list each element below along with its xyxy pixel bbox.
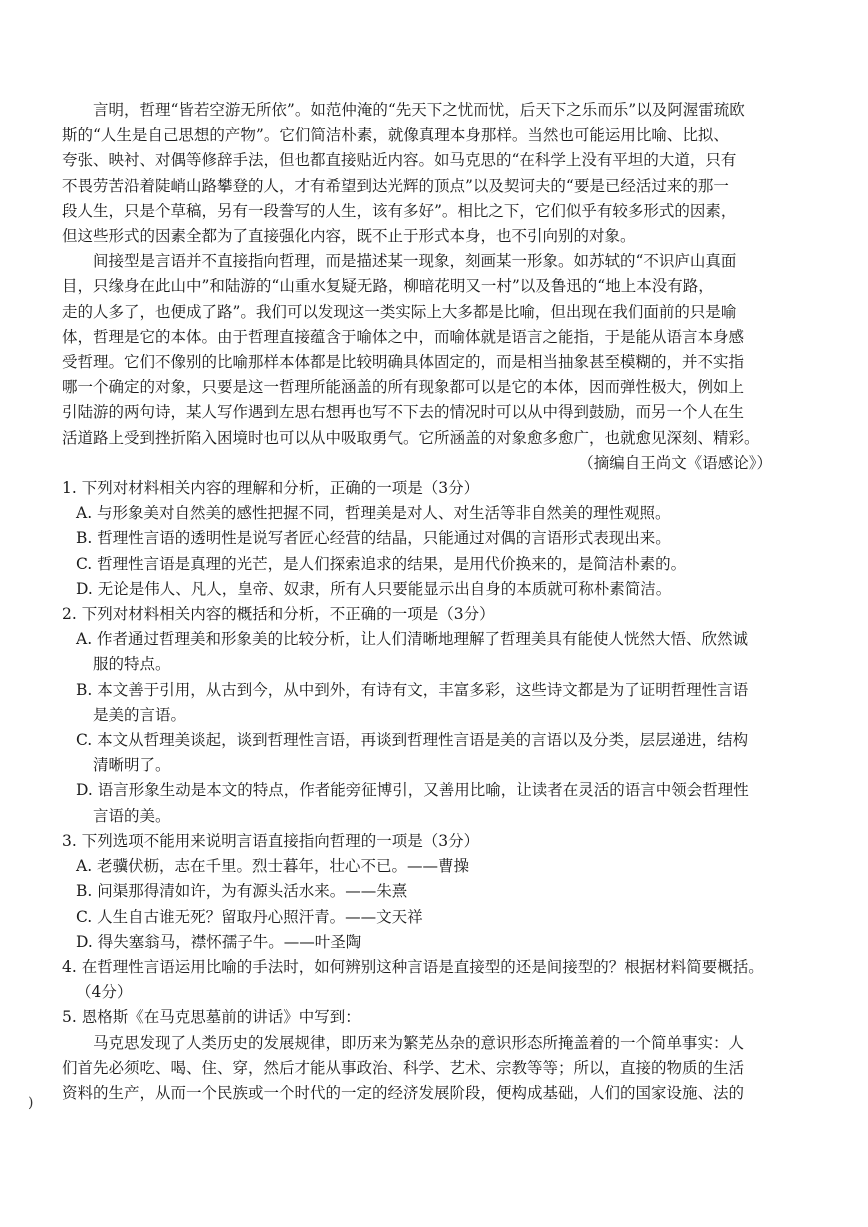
passage-line: 引陆游的两句诗，某人写作遇到左思右想再也写不下去的情况时可以从中得到鼓励，而另一个人在生: [62, 403, 745, 422]
option-text: A. 与形象美对自然美的感性把握不同，哲理美是对人、对生活等非自然美的理性观照。: [76, 504, 671, 523]
option-text: D. 语言形象生动是本文的特点，作者能旁征博引，又善用比喻，让读者在灵活的语言中领会哲理性: [76, 781, 749, 800]
question-option: [62, 728, 784, 778]
quote-line: 马克思发现了人类历史的发展规律，即历来为繁芜丛杂的意识形态所掩盖着的一个简单事实：人: [93, 1033, 745, 1052]
margin-mark: ): [28, 1095, 34, 1111]
passage-line: 夸张、映衬、对偶等修辞手法，但也都直接贴近内容。如马克思的“在科学上没有平坦的大道，只有: [62, 151, 737, 170]
passage-line: 哪一个确定的对象，只要是这一哲理所能涵盖的所有现象都可以是它的本体，因而弹性极大，例如上: [62, 378, 745, 397]
question-option: [62, 778, 784, 828]
question-option: [62, 854, 784, 879]
option-text: C. 本文从哲理美谈起，谈到哲理性言语，再谈到哲理性言语是美的言语以及分类，层层递进，结构: [76, 731, 749, 750]
option-text: C. 人生自古谁无死？留取丹心照汗青。——文天祥: [76, 907, 423, 926]
question-4: [62, 955, 784, 1005]
passage-line: 但这些形式的因素全都为了直接强化内容，既不止于形式本身，也不引向别的对象。: [62, 227, 636, 246]
question-option: [62, 678, 784, 728]
passage-line: 斯的“人生是自己思想的产物”。它们简洁朴素，就像真理本身那样。当然也可能运用比喻、比拟、: [62, 126, 729, 145]
option-text: D. 得失塞翁马，襟怀孺子牛。——叶圣陶: [76, 932, 362, 951]
question-4-score: （4分）: [76, 983, 133, 1002]
option-text: B. 本文善于引用，从古到今，从中到外，有诗有文，丰富多彩，这些诗文都是为了证明哲理性言语: [76, 680, 749, 699]
option-text: A. 老骥伏枥，志在千里。烈士暮年，壮心不已。——曹操: [76, 857, 470, 876]
option-text: 是美的言语。: [93, 705, 187, 724]
question-stem: 2. 下列对材料相关内容的概括和分析，不正确的一项是（3分）: [62, 605, 495, 624]
question-option: [62, 552, 784, 577]
question-stem: 3. 下列选项不能用来说明言语直接指向哲理的一项是（3分）: [62, 831, 480, 850]
option-text: 服的特点。: [93, 655, 171, 674]
question-5: [62, 1005, 784, 1030]
question-option: [62, 577, 784, 602]
option-text: B. 问渠那得清如许，为有源头活水来。——朱熹: [76, 882, 408, 901]
question-option: [62, 526, 784, 551]
passage-source: （摘编自王尚文《语感论》）: [578, 453, 772, 472]
question-option: [62, 879, 784, 904]
quote-line: 资料的生产，从而一个民族或一个时代的一定的经济发展阶段，便构成基础，人们的国家设施、法的: [62, 1083, 745, 1102]
option-text: C. 哲理性言语是真理的光芒，是人们探索追求的结果，是用代价换来的，是简洁朴素的。: [76, 554, 687, 573]
question-option: [62, 627, 784, 677]
passage-line: 言明，哲理“皆若空游无所依”。如范仲淹的“先天下之忧而忧，后天下之乐而乐”以及阿渥雷琉欧: [93, 101, 745, 119]
question-list: [62, 476, 784, 955]
passage-line: 受哲理。它们不像别的比喻那样本体都是比较明确具体固定的，而是相当抽象甚至模糊的，并不实指: [62, 353, 745, 372]
content-area: [62, 98, 784, 1106]
passage-paragraph-2: [62, 249, 784, 451]
quote-line: 们首先必须吃、喝、住、穿，然后才能从事政治、科学、艺术、宗教等等；所以，直接的物质的生活: [62, 1058, 745, 1077]
question-5-stem: 5. 恩格斯《在马克思墓前的讲话》中写到：: [62, 1008, 361, 1027]
passage-line: 活道路上受到挫折陷入困境时也可以从中吸取勇气。它所涵盖的对象愈多愈广，也就愈见深刻、精彩。: [62, 428, 760, 447]
passage-line: 间接型是言语并不直接指向哲理，而是描述某一现象，刻画某一形象。如苏轼的“不识庐山真面: [93, 252, 737, 271]
option-text: 清晰明了。: [93, 756, 171, 775]
option-text: B. 哲理性言语的透明性是说写者匠心经营的结晶，只能通过对偶的言语形式表现出来。: [76, 529, 671, 548]
question-2: [62, 602, 784, 829]
option-text: D. 无论是伟人、凡人，皇帝、奴隶，所有人只要能显示出自身的本质就可称朴素简洁。: [76, 579, 672, 598]
passage-line: 不畏劳苦沿着陡峭山路攀登的人，才有希望到达光辉的顶点”以及契诃夫的“要是已经活过来的那一: [62, 176, 729, 195]
passage-paragraph-1: [62, 98, 784, 249]
question-5-quote: [62, 1031, 784, 1107]
question-4-stem: 4. 在哲理性言语运用比喻的手法时，如何辨别这种言语是直接型的还是间接型的？根据材料简要概括。: [62, 957, 764, 976]
question-stem: 1. 下列对材料相关内容的理解和分析，正确的一项是（3分）: [62, 479, 480, 498]
option-text: 言语的美。: [93, 806, 171, 825]
question-option: [62, 905, 784, 930]
question-3: [62, 829, 784, 955]
passage-line: 目，只缘身在此山中”和陆游的“山重水复疑无路，柳暗花明又一村”以及鲁迅的“地上本没有路，: [62, 277, 714, 296]
passage-line: 段人生，只是个草稿，另有一段誊写的人生，该有多好”。相比之下，它们似乎有较多形式的因素，: [62, 201, 737, 220]
question-1: [62, 476, 784, 602]
passage-line: 走的人多了，也便成了路”。我们可以发现这一类实际上大多都是比喻，但出现在我们面前的只是喻: [62, 302, 737, 321]
question-option: [62, 930, 784, 955]
passage-line: 体，哲理是它的本体。由于哲理直接蕴含于喻体之中，而喻体就是语言之能指，于是能从语言本身感: [62, 327, 745, 346]
option-text: A. 作者通过哲理美和形象美的比较分析，让人们清晰地理解了哲理美具有能使人恍然大悟、欣然诚: [76, 630, 749, 649]
question-option: [62, 501, 784, 526]
